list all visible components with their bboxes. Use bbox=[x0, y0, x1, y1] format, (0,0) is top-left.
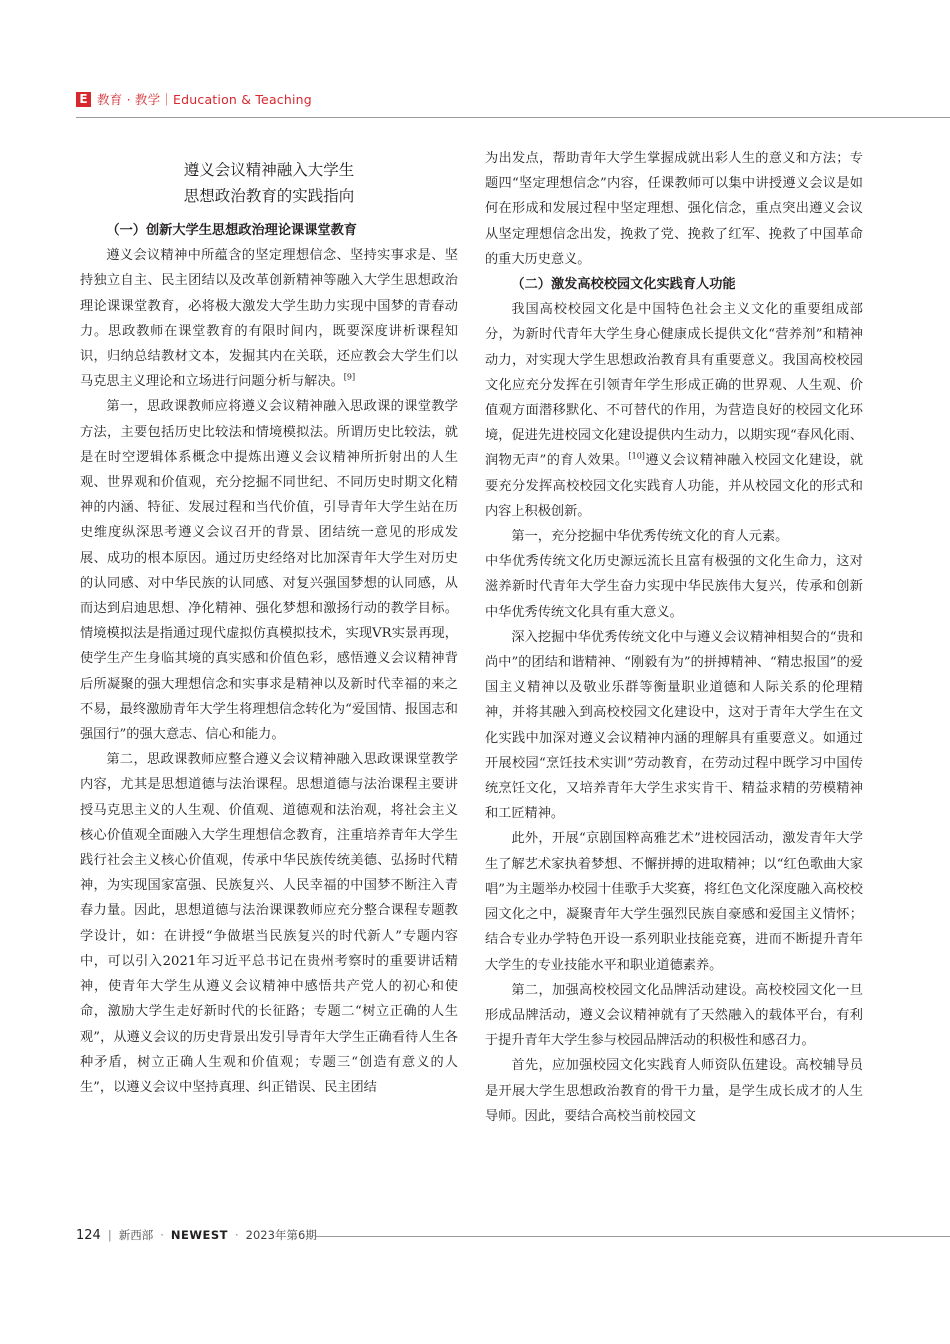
citation-ref: [10] bbox=[628, 452, 645, 462]
paragraph-continued: 中华优秀传统文化历史源远流长且富有极强的文化生命力，这对滋养新时代青年大学生奋力实现中华民族伟大复兴，传承和创新中华优秀传统文化具有重大意义。 bbox=[485, 554, 863, 620]
paragraph: 首先，应加强校园文化实践育人师资队伍建设。高校辅导员是开展大学生思想政治教育的骨干力量，是学生成长成才的人生导师。因此，要结合高校当前校园文 bbox=[485, 1058, 863, 1124]
article-title bbox=[80, 157, 458, 209]
left-column bbox=[80, 157, 458, 1100]
footer-dot: · bbox=[235, 1228, 239, 1242]
citation-ref: [9] bbox=[343, 372, 356, 382]
article-title-line-2: 思想政治教育的实践指向 bbox=[183, 187, 355, 205]
page-number: 124 bbox=[76, 1227, 101, 1243]
page-header bbox=[76, 88, 312, 110]
paragraph: 深入挖掘中华优秀传统文化中与遵义会议精神相契合的“贵和尚中”的团结和谐精神、“刚毅有为”的拼搏精神、“精忠报国”的爱国主义精神以及敬业乐群等衡量职业道德和人际关系的伦理精神，并将其融入到高校校园文化建设中，这对于青年大学生在文化实践中加深对遵义会议精神内涵的理解具有重要意义。如通过开展校园“烹饪技术实训”劳动教育，在劳动过程中既学习中国传统烹饪文化，又培养青年大学生求实肯干、精益求精的劳模精神和工匠精神。 bbox=[485, 629, 863, 822]
paragraph: 第一，思政课教师应将遵义会议精神融入思政课的课堂教学方法，主要包括历史比较法和情境模拟法。所谓历史比较法，就是在时空逻辑体系概念中提炼出遵义会议精神所折射出的人生观、世界观和价值观，充分挖掘不同世纪、不同历史时期文化精神的内涵、特征、发展过程和当代价值，引导青年大学生站在历史维度纵深思考遵义会议召开的背景、团结统一意见的形成发展、成功的根本原因。通过历史经络对比加深青年大学生对历史的认同感、对中华民族的认同感、对复兴强国梦想的认同感，从而达到启迪思想、净化精神、强化梦想和激扬行动的教学目标。情境模拟法是指通过现代虚拟仿真模拟技术，实现VR实景再现，使学生产生身临其境的真实感和价值色彩，感悟遵义会议精神背后所凝聚的强大理想信念和实事求是精神以及新时代幸福的来之不易，最终激励青年大学生将理想信念转化为“爱国情、报国志和强国行”的强大意志、信心和能力。 bbox=[80, 399, 458, 743]
subheading-1: （一）创新大学生思想政治理论课课堂教育 bbox=[106, 223, 357, 238]
subheading-2: （二）激发高校校园文化实践育人功能 bbox=[511, 277, 736, 293]
paragraph-continued: 为出发点，帮助青年大学生掌握成就出彩人生的意义和方法；专题四“坚定理想信念”内容，任课教师可以集中讲授遵义会议是如何在形成和发展过程中坚定理想、强化信念，重点突出遵义会议从坚定理想信念出发，挽救了党、挽救了红军、挽救了中国革命的重大历史意义。 bbox=[485, 151, 863, 267]
article-title-line-1: 遵义会议精神融入大学生 bbox=[183, 161, 355, 179]
journal-name: 新西部 bbox=[118, 1228, 154, 1242]
page-footer bbox=[76, 1225, 317, 1245]
section-logo-icon: E bbox=[76, 92, 91, 107]
footer-divider bbox=[316, 1236, 950, 1237]
section-title: 教育 · 教学｜Education & Teaching bbox=[97, 92, 312, 107]
paragraph: 我国高校校园文化是中国特色社会主义文化的重要组成部分，为新时代青年大学生身心健康成长提供文化“营养剂”和精神动力，对实现大学生思想政治教育具有重要意义。我国高校校园文化应充分发挥在引领青年学生形成正确的世界观、人生观、价值观方面潜移默化、不可替代的作用，为营造良好的校园文化环境，促进先进校园文化建设提供内生动力，以期实现“春风化雨、润物无声”的育人效果。[10]遵义会议精神融入校园文化建设，就要充分发挥高校校园文化实践育人功能，并从校园文化的形式和内容上积极创新。 bbox=[485, 302, 864, 519]
footer-dot: · bbox=[160, 1228, 164, 1242]
right-column bbox=[485, 146, 863, 1129]
issue-label: 2023年第6期 bbox=[245, 1228, 317, 1242]
paragraph: 此外，开展“京剧国粹高雅艺术”进校园活动，激发青年大学生了解艺术家执着梦想、不懈拼搏的进取精神；以“红色歌曲大家唱”为主题举办校园十佳歌手大奖赛，将红色文化深度融入高校校园文化之中，凝聚青年大学生强烈民族自豪感和爱国主义情怀；结合专业办学特色开设一系列职业技能竞赛，进而不断提升青年大学生的专业技能水平和职业道德素养。 bbox=[485, 831, 863, 973]
paragraph: 第二，思政课教师应整合遵义会议精神融入思政课课堂教学内容，尤其是思想道德与法治课程。思想道德与法治课程主要讲授马克思主义的人生观、价值观、道德观和法治观，将社会主义核心价值观全面融入大学生理想信念教育，注重培养青年大学生践行社会主义核心价值观，传承中华民族传统美德、弘扬时代精神，为实现国家富强、民族复兴、人民幸福的中国梦不断注入青春力量。因此，思想道德与法治课课教师应充分整合课程专题教学设计，如：在讲授“争做堪当民族复兴的时代新人”专题内容中，可以引入2021年习近平总书记在贵州考察时的重要讲话精神，使青年大学生从遵义会议精神中感悟共产党人的初心和使命，激励大学生走好新时代的长征路；专题二“树立正确的人生观”，从遵义会议的历史背景出发引导青年大学生正确看待人生各种矛盾，树立正确人生观和价值观；专题三“创造有意义的人生”，以遵义会议中坚持真理、纠正错误、民主团结 bbox=[80, 752, 458, 1095]
paragraph: 第一，充分挖掘中华优秀传统文化的育人元素。 bbox=[511, 529, 789, 545]
paragraph: 遵义会议精神中所蕴含的坚定理想信念、坚持实事求是、坚持独立自主、民主团结以及改革创新精神等融入大学生思想政治理论课课堂教育，必将极大激发大学生助力实现中国梦的青春动力。思政教师在课堂教育的有限时间内，既要深度讲析课程知识，归纳总结教材文本，发掘其内在关联，还应教会大学生们以马克思主义理论和立场进行问题分析与解决。[9] bbox=[80, 248, 458, 390]
footer-separator: | bbox=[107, 1228, 112, 1242]
header-divider bbox=[76, 117, 950, 118]
paragraph: 第二，加强高校校园文化品牌活动建设。高校校园文化一旦形成品牌活动，遵义会议精神就有了天然融入的载体平台，有利于提升青年大学生参与校园品牌活动的积极性和感召力。 bbox=[485, 982, 863, 1049]
journal-brand: NEWEST bbox=[170, 1228, 229, 1242]
